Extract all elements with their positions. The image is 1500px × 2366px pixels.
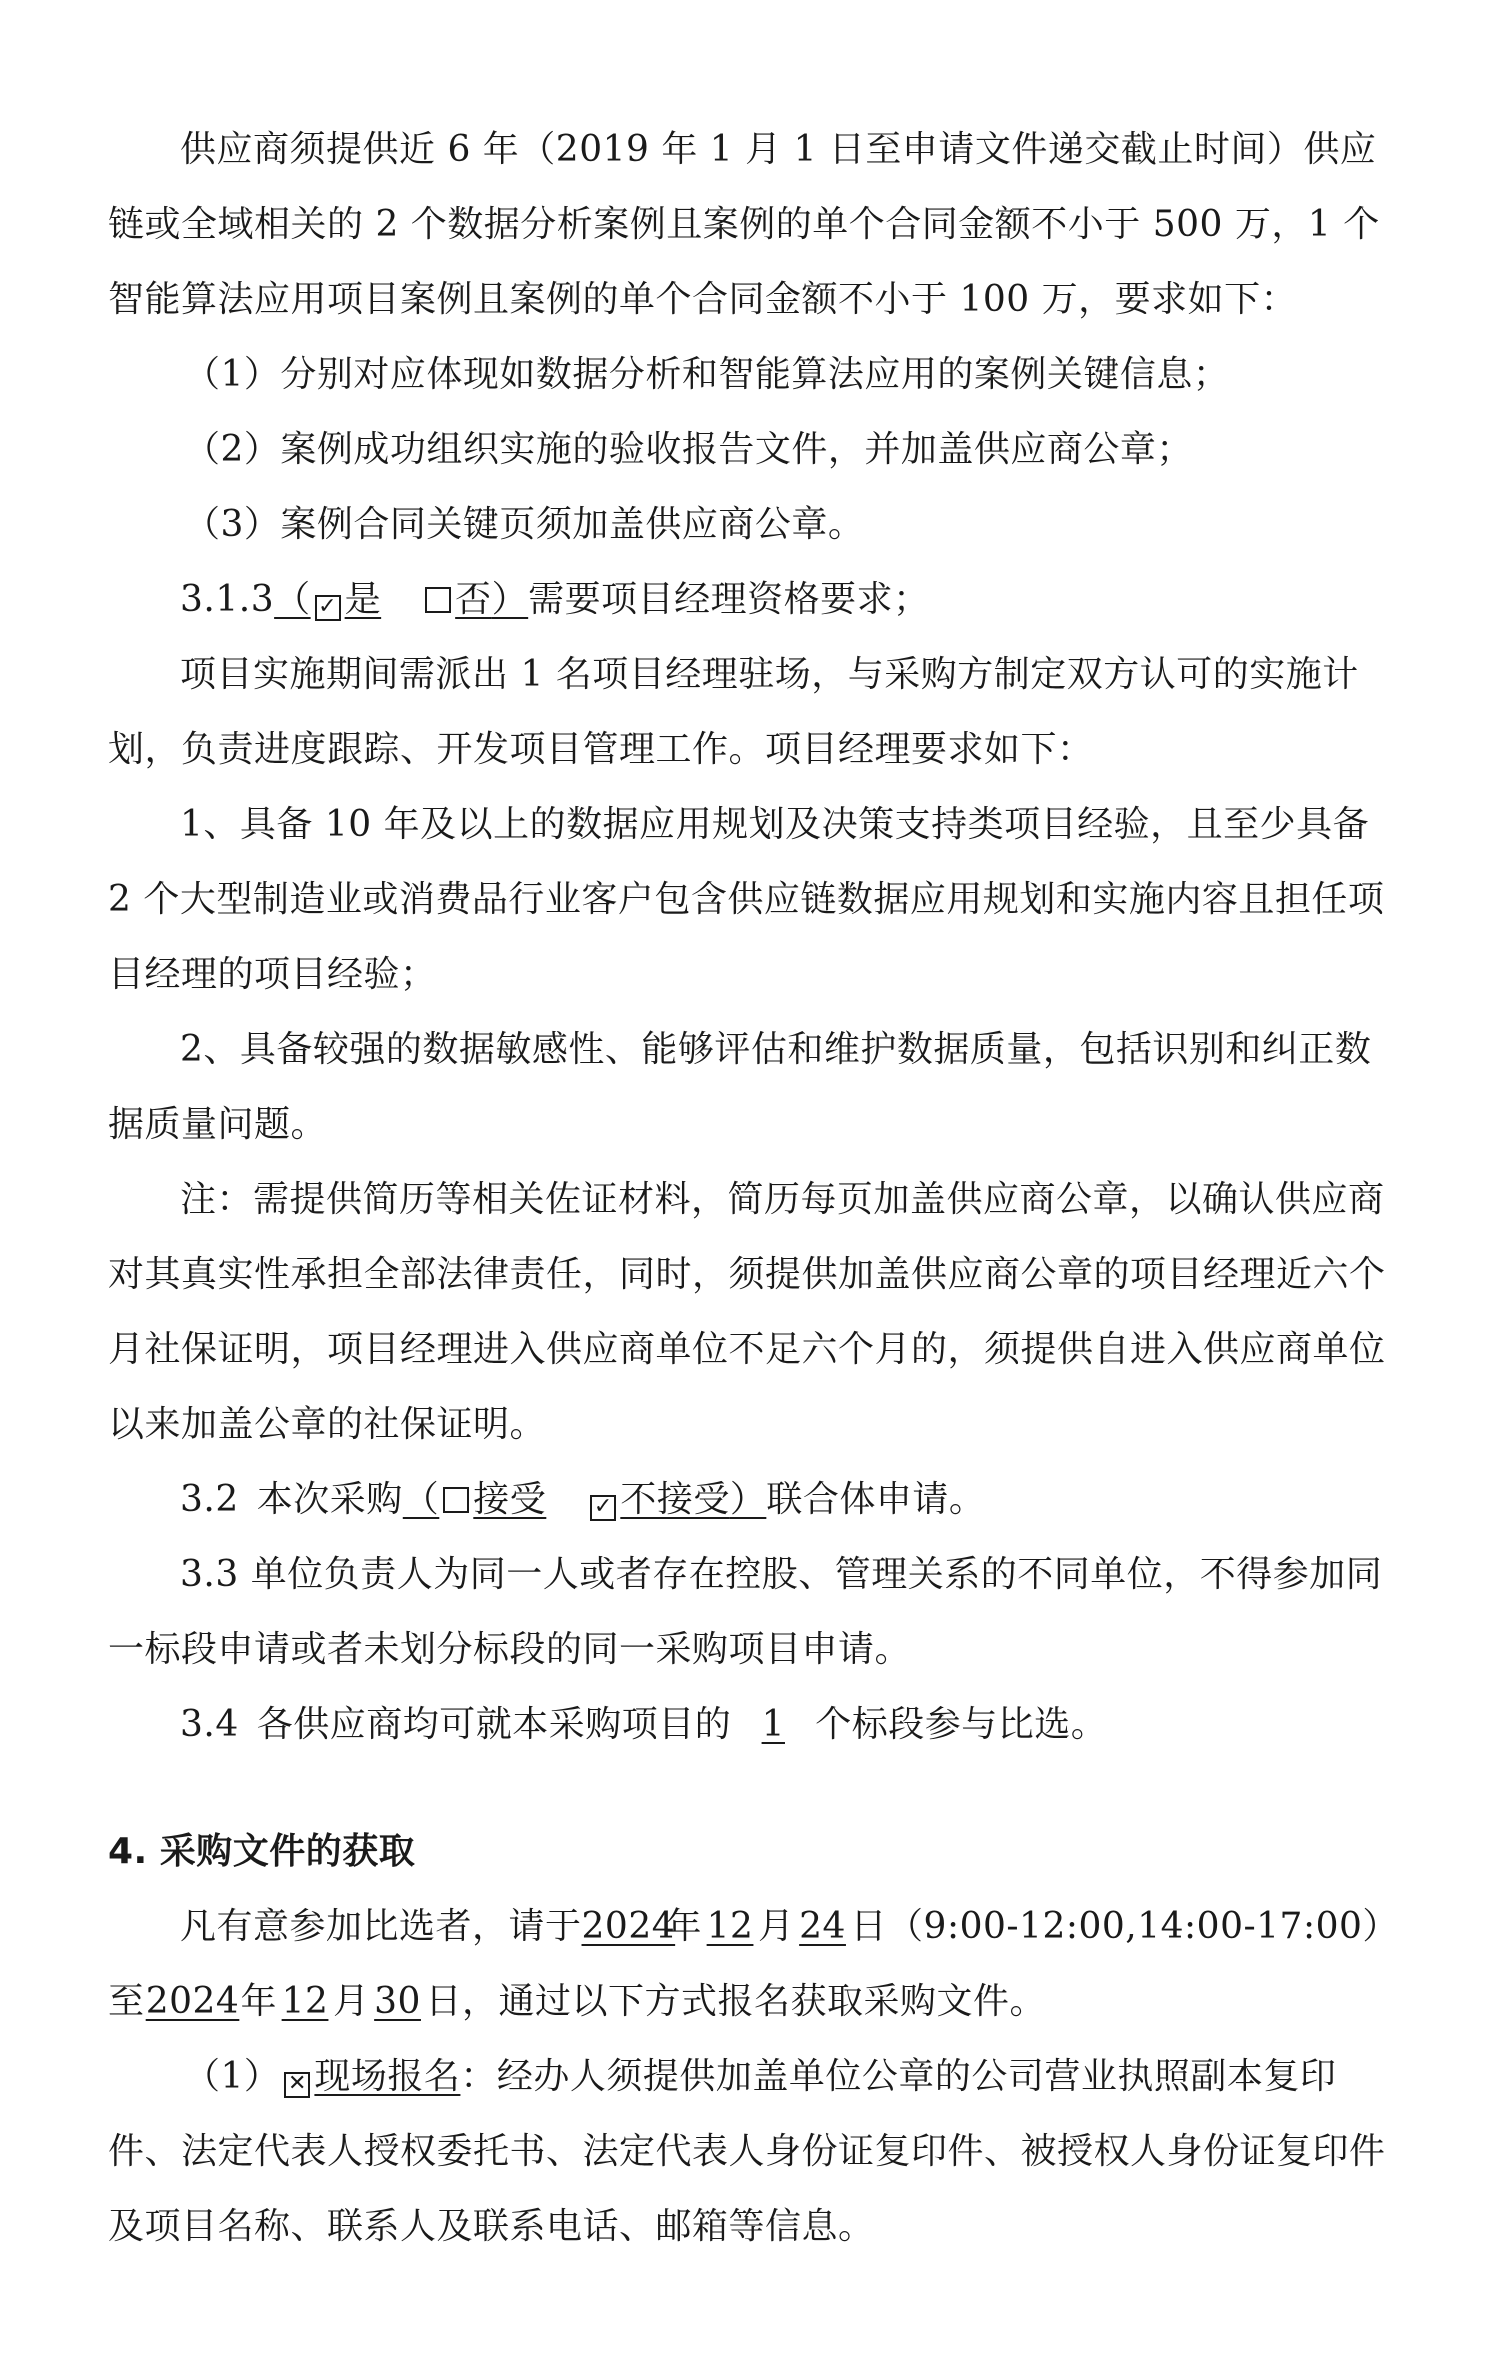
checkbox-accept[interactable] [443,1487,469,1513]
document-page [108,112,1392,2264]
onsite-text: ：经办人须提供加盖单位公章的公司营业执照副本复印件、法定代表人授权委托书、法定代表人身份证复印件、被授权人身份证复印件及项目名称、联系人及联系电话、邮箱等信息。 [108,2056,1386,2247]
clause-text: 需要项目经理资格要求； [528,579,930,620]
text: 月 [333,1981,370,2022]
consortium-choice [403,1479,767,1520]
clause-text: 本次采购 [256,1479,403,1520]
lot-count-value: 1 [761,1704,785,1745]
text: 年 [665,1906,703,1947]
option-no-label: 否 [455,579,492,620]
paren-close: ） [729,1479,767,1520]
case-requirement-item-2: （2）案例成功组织实施的验收报告文件，并加盖供应商公章； [184,429,1193,470]
text: 月 [758,1906,795,1947]
obtain-period-paragraph [108,1889,1392,2039]
text: 日（9:00-12:00,14:00-17:00）至 [108,1906,1381,2022]
paren-open: （ [402,1479,440,1520]
start-day: 24 [799,1906,846,1947]
clause-3-1-3 [108,562,1392,637]
case-requirement-item-3: （3）案例合同关键页须加盖供应商公章。 [184,504,865,545]
clause-number: 3.2 [180,1479,239,1520]
clause-number: 3.1.3 [180,579,275,620]
text: 凡有意参加比选者，请于 [180,1906,582,1947]
end-day: 30 [374,1981,421,2022]
clause-text: 个标段参与比选。 [815,1704,1108,1745]
pm-required-choice [274,579,528,620]
text: 日，通过以下方式报名获取采购文件。 [425,1981,1047,2022]
checkbox-yes[interactable]: ✓ [315,595,341,621]
option-accept-label: 接受 [473,1479,547,1520]
case-requirement-paragraph: 供应商须提供近 6 年（2019 年 1 月 1 日至申请文件递交截止时间）供应链或全域相关的 2 个数据分析案例且案例的单个合同金额不小于 500 万，1 个智能算法应用项目案例且案例的单个合同金额不小于 100 万，要求如下： [108,129,1380,320]
checkbox-reject[interactable]: ✓ [590,1495,616,1521]
clause-3-4 [108,1687,1392,1762]
clause-text: 联合体申请。 [766,1479,986,1520]
onsite-label: 现场报名 [314,2056,461,2097]
checkbox-onsite[interactable]: ✕ [284,2072,310,2098]
onsite-registration-paragraph [108,2039,1392,2264]
clause-3-3: 3.3 单位负责人为同一人或者存在控股、管理关系的不同单位，不得参加同一标段申请或者未划分标段的同一采购项目申请。 [108,1554,1383,1670]
paren-open: （ [274,579,311,620]
section-heading [108,1814,1392,1889]
clause-number: 3.4 [180,1704,239,1745]
start-year: 2024 [581,1906,676,1947]
option-yes-label: 是 [344,579,382,620]
checkbox-no[interactable] [425,587,451,613]
item-number: （1） [184,2056,281,2097]
case-requirement-item-1: （1）分别对应体现如数据分析和智能算法应用的案例关键信息； [184,354,1230,395]
note-paragraph: 注：需提供简历等相关佐证材料，简历每页加盖供应商公章，以确认供应商对其真实性承担全部法律责任，同时，须提供加盖供应商公章的项目经理近六个月社保证明，项目经理进入供应商单位不足六个月的，须提供自进入供应商单位以来加盖公章的社保证明。 [108,1179,1386,1445]
clause-text: 各供应商均可就本采购项目的 [256,1704,732,1745]
end-month: 12 [281,1981,329,2022]
start-month: 12 [706,1906,754,1947]
text: 年 [240,1981,278,2022]
pm-requirement-1: 1、具备 10 年及以上的数据应用规划及决策支持类项目经验，且至少具备 2 个大型制造业或消费品行业客户包含供应链数据应用规划和实施内容且担任项目经理的项目经验； [108,804,1385,995]
option-reject-label: 不接受 [620,1479,730,1520]
pm-onsite-paragraph: 项目实施期间需派出 1 名项目经理驻场，与采购方制定双方认可的实施计划，负责进度跟踪、开发项目管理工作。项目经理要求如下： [108,654,1359,770]
pm-requirement-2: 2、具备较强的数据敏感性、能够评估和维护数据质量，包括识别和纠正数据质量问题。 [108,1029,1372,1145]
clause-3-2 [108,1462,1392,1537]
section-title: 采购文件的获取 [159,1831,416,1872]
section-number: 4. [108,1831,148,1872]
paren-close: ） [491,579,529,620]
end-year: 2024 [145,1981,240,2022]
